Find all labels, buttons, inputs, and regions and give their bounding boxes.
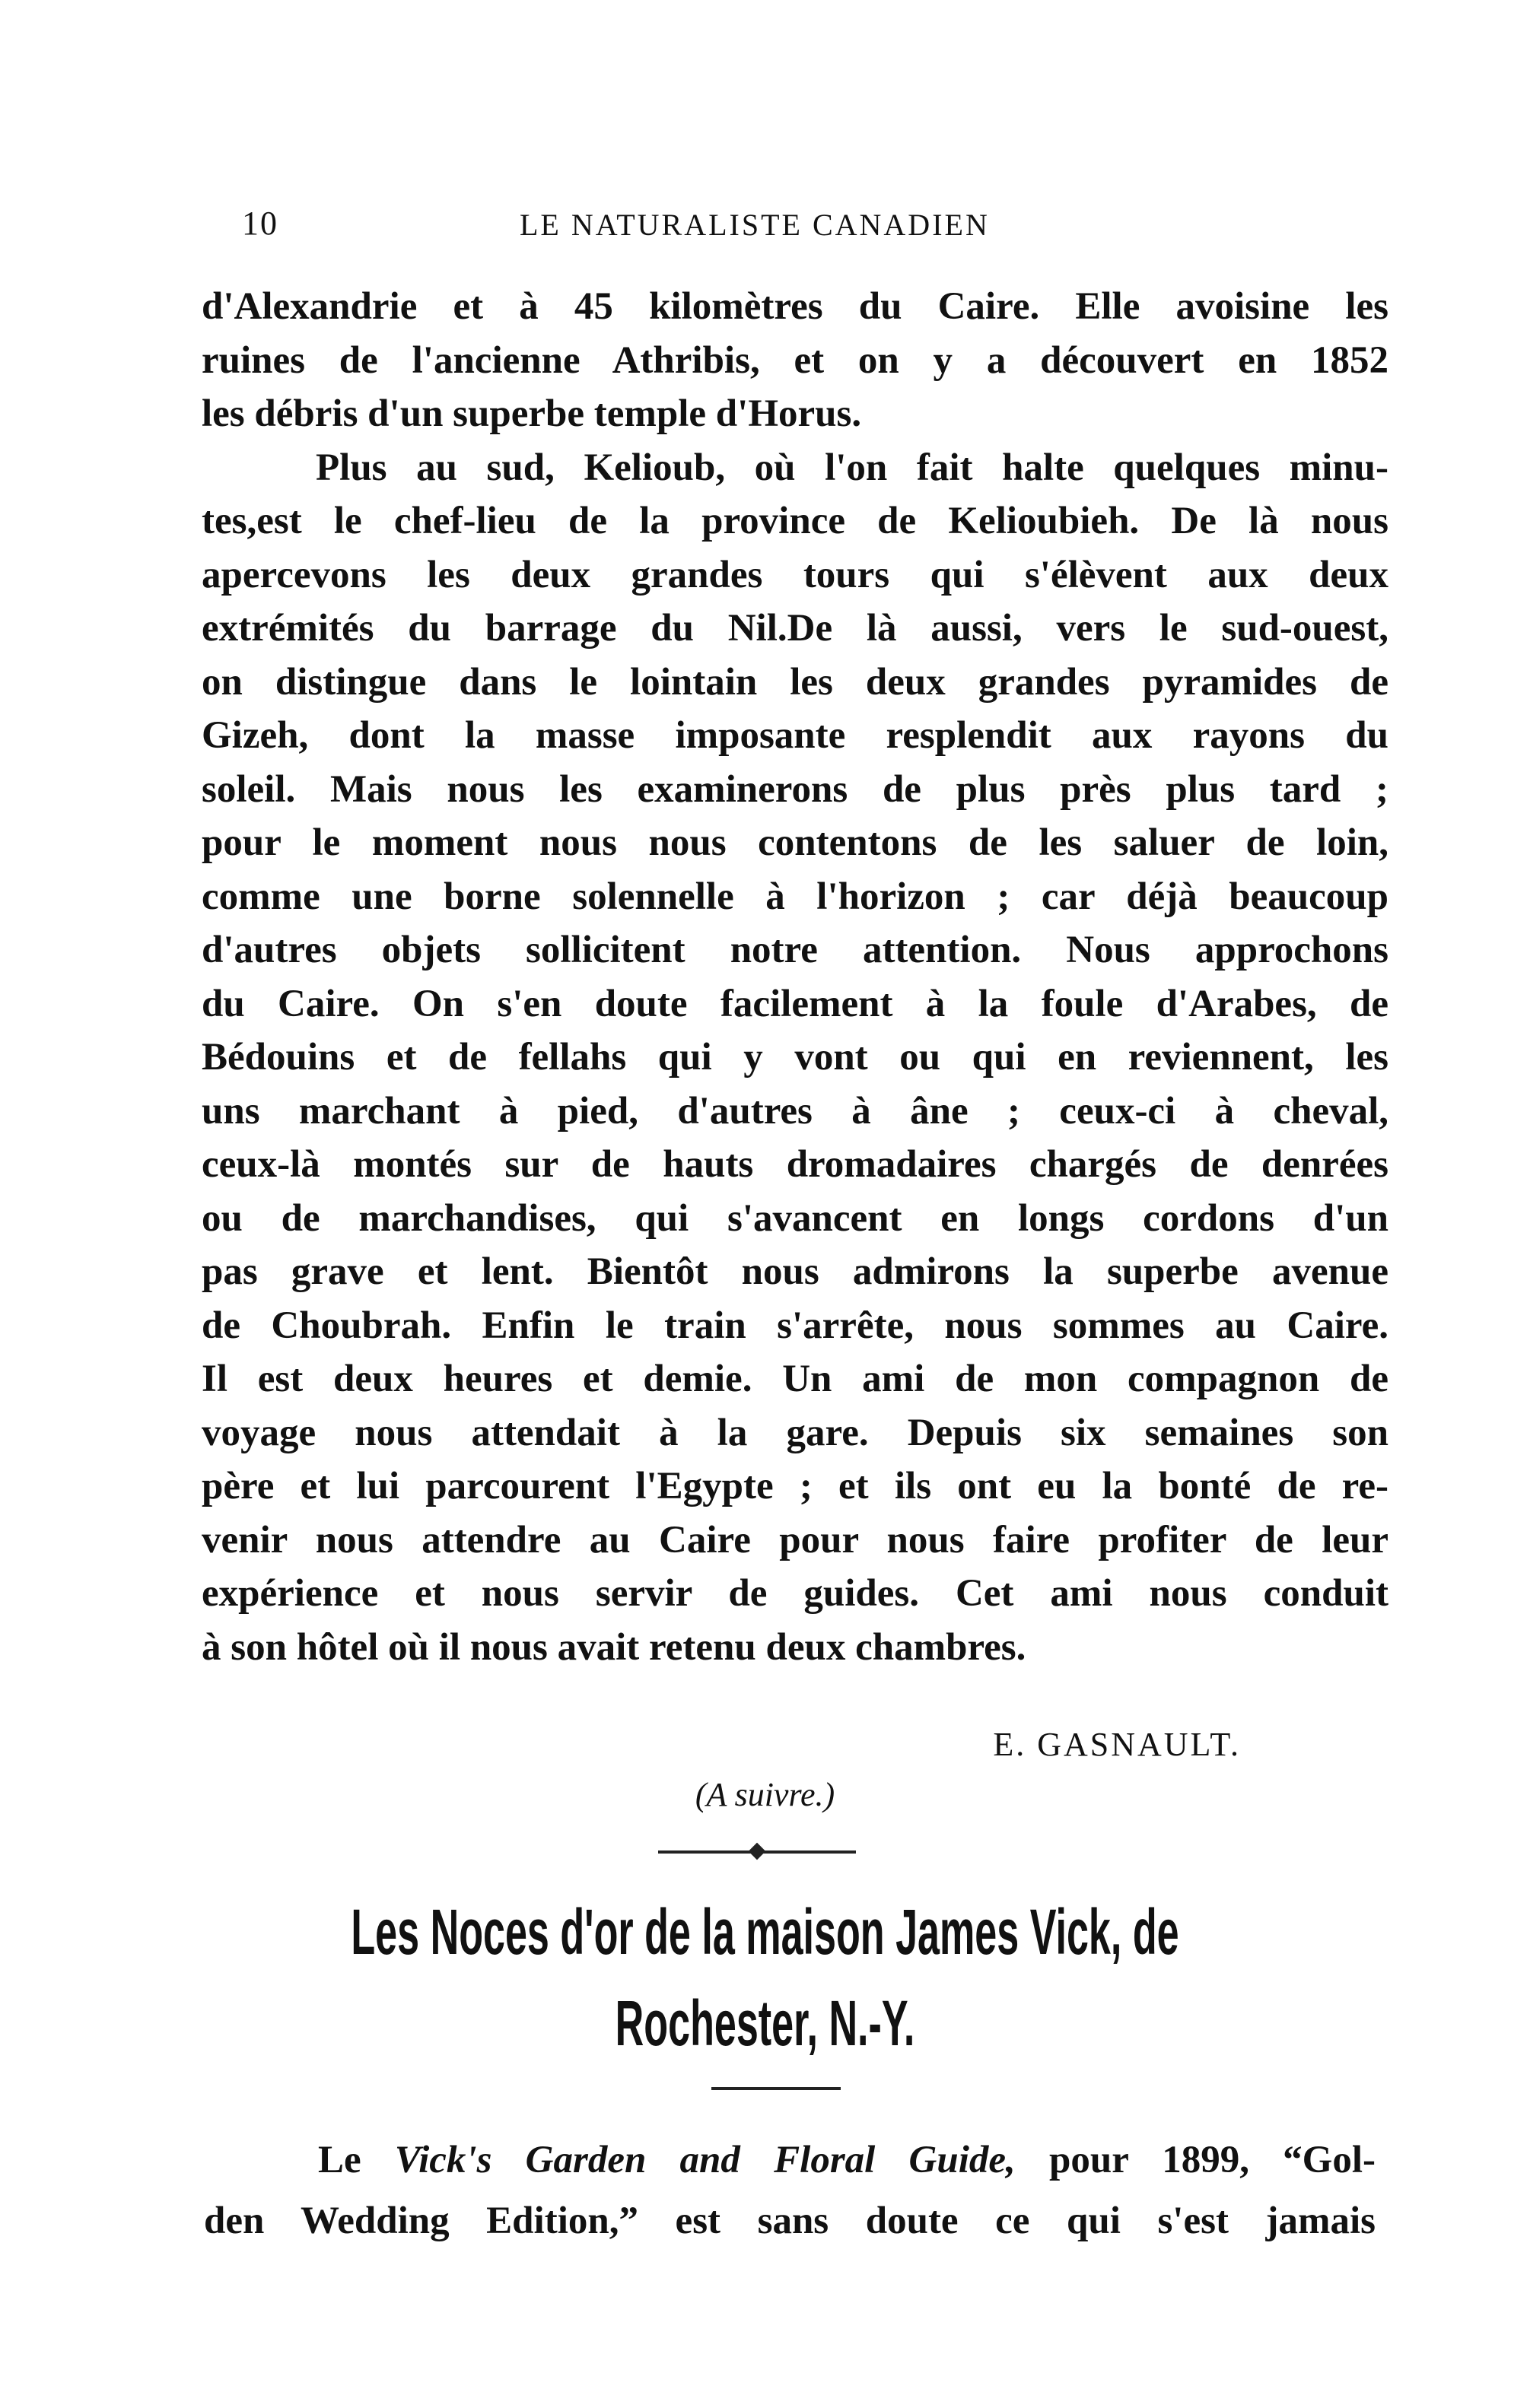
text-line: uns marchant à pied, d'autres à âne ; ceux-ci à cheval, xyxy=(202,1089,1388,1133)
text-line: voyage nous attendait à la gare. Depuis six semaines son xyxy=(202,1411,1388,1454)
body-text xyxy=(202,280,1388,1674)
text-fragment: pour 1899, “Gol- xyxy=(1015,2139,1376,2181)
text-line: apercevons les deux grandes tours qui s'élèvent aux deux xyxy=(202,553,1388,596)
publication-title: Vick's Garden and Floral Guide, xyxy=(394,2139,1016,2181)
text-line: ou de marchandises, qui s'avancent en longs cordons d'un xyxy=(202,1196,1388,1240)
text-line: pour le moment nous nous contentons de les saluer de loin, xyxy=(202,821,1388,864)
text-line: du Caire. On s'en doute facilement à la foule d'Arabes, de xyxy=(202,982,1388,1025)
text-line: d'autres objets sollicitent notre attention. Nous approchons xyxy=(202,929,1388,971)
text-line: soleil. Mais nous les examinerons de plus près plus tard ; xyxy=(202,767,1388,811)
text-line: à son hôtel où il nous avait retenu deux chambres. xyxy=(202,1625,1026,1669)
article-title-line: Les Noces d'or de la maison James Vick, de xyxy=(351,1896,1179,1968)
text-line: expérience et nous servir de guides. Cet ami nous conduit xyxy=(202,1572,1388,1615)
text-line: ruines de l'ancienne Athribis, et on y a découvert en 1852 xyxy=(202,338,1388,382)
article-title xyxy=(0,1886,1530,2069)
journal-title: LE NATURALISTE CANADIEN xyxy=(520,208,990,242)
text-line: comme une borne solennelle à l'horizon ; car déjà beaucoup xyxy=(202,875,1388,918)
author-signature: E. GASNAULT. xyxy=(993,1726,1241,1763)
article-text xyxy=(204,2130,1376,2251)
text-line: d'Alexandrie et à 45 kilomètres du Caire. Elle avoisine les xyxy=(202,285,1388,328)
running-head xyxy=(242,204,1383,249)
text-line: den Wedding Edition,” est sans doute ce qui s'est jamais xyxy=(204,2200,1376,2242)
text-line: tes,est le chef-lieu de la province de Kelioubieh. De là nous xyxy=(202,500,1388,542)
text-fragment: Le xyxy=(318,2139,395,2181)
text-line: pas grave et lent. Bientôt nous admirons la superbe avenue xyxy=(202,1250,1388,1293)
text-line: Gizeh, dont la masse imposante resplendit aux rayons du xyxy=(202,714,1388,757)
text-line: venir nous attendre au Caire pour nous faire profiter de leur xyxy=(202,1518,1388,1561)
article-title-line: Rochester, N.-Y. xyxy=(615,1987,915,2059)
text-line xyxy=(204,2130,1376,2190)
text-line: Plus au sud, Kelioub, où l'on fait halte quelques minu- xyxy=(316,446,1388,489)
page-number: 10 xyxy=(242,205,278,242)
text-line: les débris d'un superbe temple d'Horus. xyxy=(202,392,862,435)
text-line: Bédouins et de fellahs qui y vont ou qui en reviennent, les xyxy=(202,1036,1388,1079)
text-line: de Choubrah. Enfin le train s'arrête, nous sommes au Caire. xyxy=(202,1304,1388,1347)
text-line: on distingue dans le lointain les deux grandes pyramides de xyxy=(202,660,1388,704)
text-line: extrémités du barrage du Nil.De là aussi, vers le sud-ouest, xyxy=(202,607,1388,650)
divider-ornament-icon xyxy=(749,1843,766,1860)
text-line: Il est deux heures et demie. Un ami de mon compagnon de xyxy=(202,1358,1388,1400)
text-line: ceux-là montés sur de hauts dromadaires chargés de denrées xyxy=(202,1143,1388,1186)
text-line: père et lui parcourent l'Egypte ; et ils ont eu la bonté de re- xyxy=(202,1465,1388,1507)
title-rule xyxy=(711,2087,841,2090)
to-be-continued: (A suivre.) xyxy=(695,1776,835,1813)
